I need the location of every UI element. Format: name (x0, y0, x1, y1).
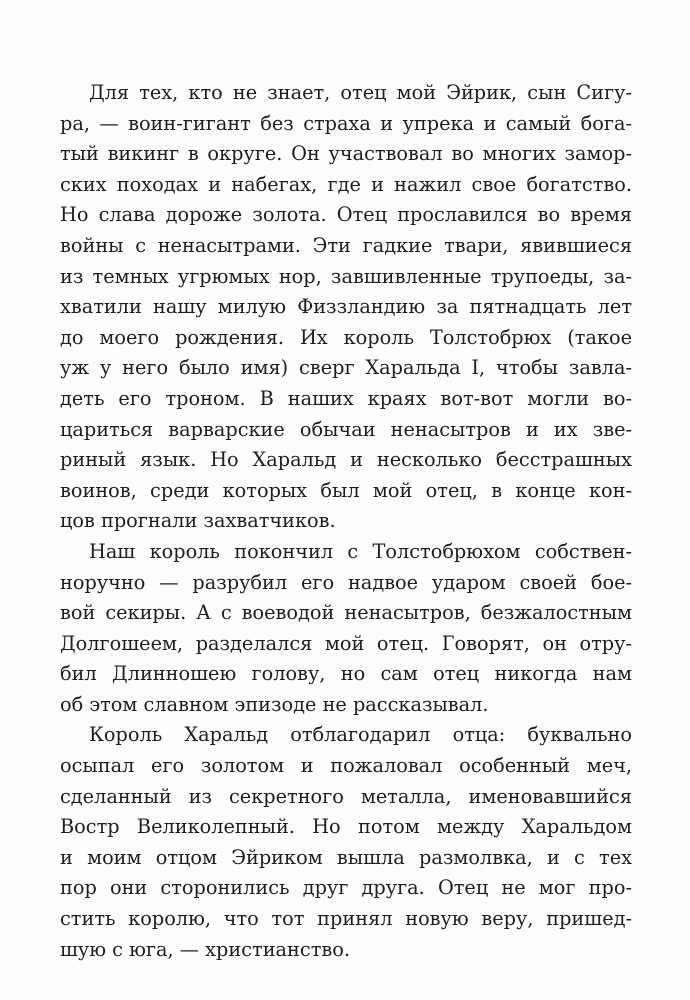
text-line: об этом славном эпизоде не рассказывал. (60, 692, 489, 716)
text-line: и моим отцом Эйриком вышла размолвка, и с тех (60, 845, 632, 869)
text-line: цариться варварские обычаи ненасытров и их зве- (60, 417, 632, 441)
text-line: из темных угрюмых нор, завшивленные трупоеды, за- (60, 264, 632, 288)
text-line: хватили нашу милую Физзландию за пятнадцать лет (60, 295, 632, 319)
text-line: риный язык. Но Харальд и несколько бесстрашных (60, 448, 632, 472)
text-line: тый викинг в округе. Он участвовал во многих замор- (60, 142, 632, 166)
text-line: Но слава дороже золота. Отец прославился во время (60, 203, 632, 227)
text-line: шую с юга, — христианство. (60, 937, 350, 961)
text-line: цов прогнали захватчиков. (60, 509, 336, 533)
paragraph (60, 537, 632, 721)
text-line: пор они сторонились друг друга. Отец не мог про- (60, 876, 632, 900)
text-line: Востр Великолепный. Но потом между Харальдом (60, 815, 632, 839)
paragraph (60, 78, 632, 537)
text-line: войны с ненасытрами. Эти гадкие твари, явившиеся (60, 233, 632, 257)
text-line: норучно — разрубил его надвое ударом своей бое- (60, 570, 632, 594)
text-line: ра, — воин-гигант без страха и упрека и самый бога- (60, 111, 632, 135)
text-line: Наш король покончил с Толстобрюхом собствен- (89, 539, 632, 563)
body-text (60, 78, 632, 965)
text-line: уж у него было имя) сверг Харальда I, чтобы завла- (60, 356, 632, 380)
paragraph (60, 720, 632, 965)
text-line: бил Длинношею голову, но сам отец никогда нам (60, 662, 632, 686)
text-line: осыпал его золотом и пожаловал особенный меч, (60, 754, 632, 778)
text-line: до моего рождения. Их король Толстобрюх (такое (60, 325, 632, 349)
text-line: Для тех, кто не знает, отец мой Эйрик, сын Сигу- (89, 81, 632, 104)
text-line: стить королю, что тот принял новую веру, пришед- (60, 907, 632, 931)
text-line: воинов, среди которых был мой отец, в конце кон- (60, 478, 632, 502)
text-line: ских походах и набегах, где и нажил свое богатство. (60, 172, 632, 196)
text-line: деть его троном. В наших краях вот-вот могли во- (60, 386, 632, 410)
text-line: Король Харальд отблагодарил отца: буквально (89, 723, 632, 747)
text-line: вой секиры. А с воеводой ненасытров, безжалостным (60, 601, 632, 625)
text-line: сделанный из секретного металла, именовавшийся (60, 784, 632, 808)
text-line: Долгошеем, разделался мой отец. Говорят, он отру- (60, 631, 632, 655)
